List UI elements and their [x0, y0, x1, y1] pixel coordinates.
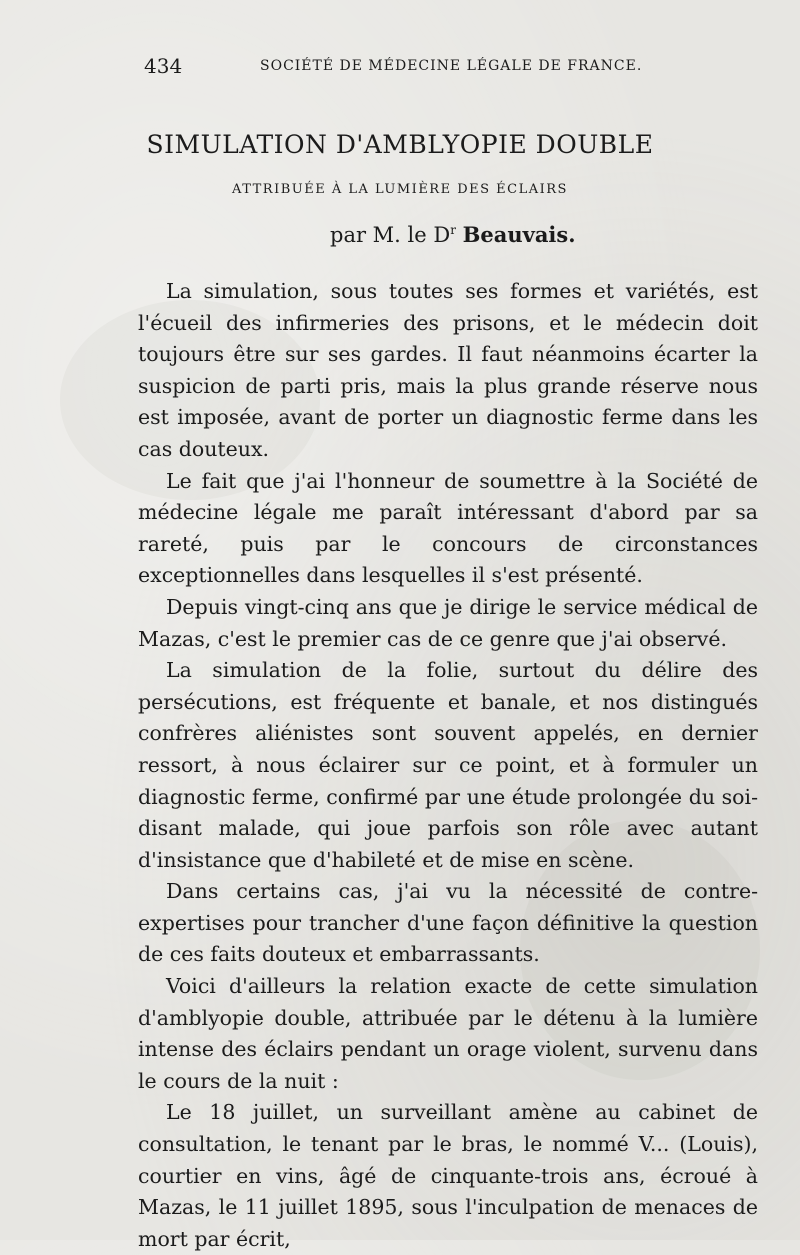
paragraph: La simulation, sous toutes ses formes et variétés, est l'écueil des infirmeries des prisons, et le médecin doit toujours être sur ses gardes. Il faut néanmoins écarter la suspicion de parti pris, mais la plus grande réserve nous est imposée, avant de porter un diagnostic ferme dans les cas douteux.	[138, 279, 758, 461]
author-prefix: par M. le D	[330, 223, 451, 247]
article-body	[138, 276, 758, 1255]
journal-title: SOCIÉTÉ DE MÉDECINE LÉGALE DE FRANCE.	[260, 58, 643, 74]
author-name: Beauvais.	[462, 222, 576, 247]
paragraph: Dans certains cas, j'ai vu la nécessité de contre-expertises pour trancher d'une façon définitive la question de ces faits douteux et embarrassants.	[138, 879, 758, 967]
paragraph: La simulation de la folie, surtout du délire des persécutions, est fréquente et banale, et nos distingués confrères aliénistes sont souvent appelés, en dernier ressort, à nous éclairer sur ce point, et à formuler un diagnostic ferme, confirmé par une étude prolongée du soi-disant malade, qui joue parfois son rôle avec autant d'insistance que d'habileté et de mise en scène.	[138, 658, 758, 872]
paragraph: Le 18 juillet, un surveillant amène au cabinet de consultation, le tenant par le bras, le nommé V... (Louis), courtier en vins, âgé de cinquante-trois ans, écroué à Mazas, le 11 juillet 1895, sous l'inculpation de menaces de mort par écrit,	[138, 1100, 758, 1251]
paragraph: Le fait que j'ai l'honneur de soumettre à la Société de médecine légale me paraît intéressant d'abord par sa rareté, puis par le concours de circonstances exceptionnelles dans lesquelles il s'est présenté.	[138, 468, 758, 588]
article-subtitle: ATTRIBUÉE À LA LUMIÈRE DES ÉCLAIRS	[232, 182, 568, 197]
article-title: SIMULATION D'AMBLYOPIE DOUBLE	[146, 130, 654, 159]
page-number: 434	[144, 54, 183, 78]
paragraph: Voici d'ailleurs la relation exacte de cette simulation d'amblyopie double, attribuée par le détenu à la lumière intense des éclairs pendant un orage violent, survenu dans le cours de la nuit :	[138, 974, 758, 1093]
paragraph: Depuis vingt-cinq ans que je dirige le service médical de Mazas, c'est le premier cas de ce genre que j'ai observé.	[138, 594, 758, 651]
author-prefix-superscript: r	[450, 223, 456, 237]
article-author	[330, 222, 576, 247]
running-head	[144, 54, 664, 82]
